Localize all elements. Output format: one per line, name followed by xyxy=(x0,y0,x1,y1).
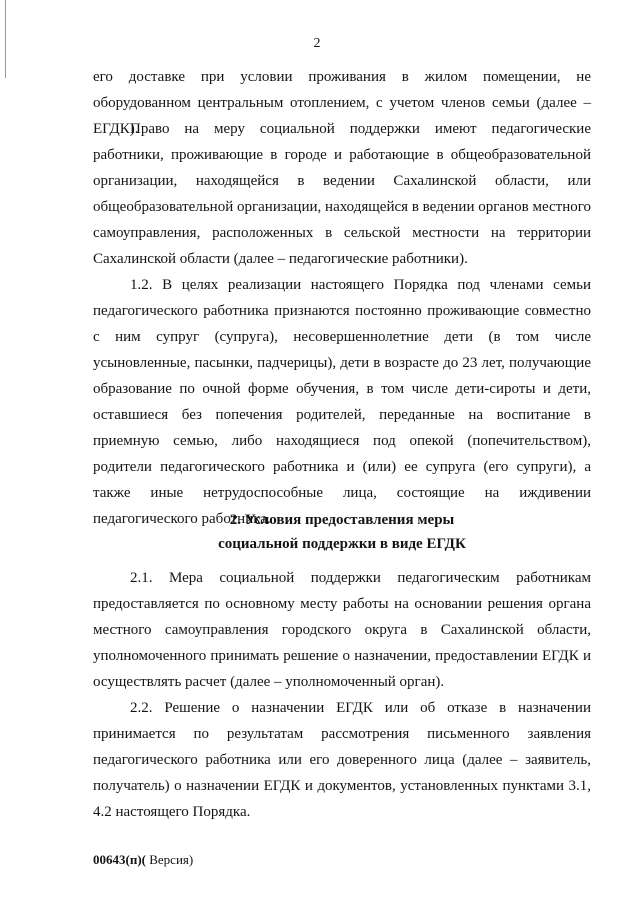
section-heading-line-2: социальной поддержки в виде ЕГДК xyxy=(218,536,466,552)
page-number: 2 xyxy=(313,36,321,51)
document-version: Версия) xyxy=(145,852,194,867)
paragraph-continuation: его доставке при условии проживания в жилом помещении, не оборудованном центральным отоплением, с учетом членов семьи (далее – ЕГДК). xyxy=(93,69,591,137)
section-heading-line-1: 2. Условия предоставления меры xyxy=(229,512,455,528)
paragraph-1-2: 1.2. В целях реализации настоящего Порядка под членами семьи педагогического работника признаются постоянно проживающие совместно с ним супруг (супруга), несовершеннолетние дети (в том числе усыновленные, пасынки, падчерицы), дети в возрасте до 23 лет, получающие образование по очной форме обучения, в том числе дети-сироты и дети, оставшиеся без попечения родителей, переданные на воспитание в приемную семью, либо находящиеся под опекой (попечительством), родители педагогического работника и (или) ее супруга (его супруги), а также иные нетрудоспособные лица, состоящие на иждивении педагогического работника. xyxy=(93,277,591,527)
paragraph-2-2: 2.2. Решение о назначении ЕГДК или об отказе в назначении принимается по результатам рассмотрения письменного заявления педагогического работника или его доверенного лица (далее – заявитель, получатель) о назначении ЕГДК и документов, установленных пунктами 3.1, 4.2 настоящего Порядка. xyxy=(93,700,591,820)
paragraph-eligibility: Право на меру социальной поддержки имеют педагогические работники, проживающие в городе и работающие в общеобразовательной организации, находящейся в ведении Сахалинской области, или общеобразовательной организации, находящейся в ведении органов местного самоуправления, расположенных в сельской местности на территории Сахалинской области (далее – педагогические работники). xyxy=(93,121,591,267)
section-heading xyxy=(93,508,591,556)
paragraph-2-1: 2.1. Мера социальной поддержки педагогическим работникам предоставляется по основному месту работы на основании решения органа местного самоуправления городского округа в Сахалинской области, уполномоченного принимать решение о назначении, предоставлении ЕГДК и осуществлять расчет (далее – уполномоченный орган). xyxy=(93,570,591,690)
document-code: 00643(п)( xyxy=(93,852,146,867)
document-footer xyxy=(93,852,193,868)
